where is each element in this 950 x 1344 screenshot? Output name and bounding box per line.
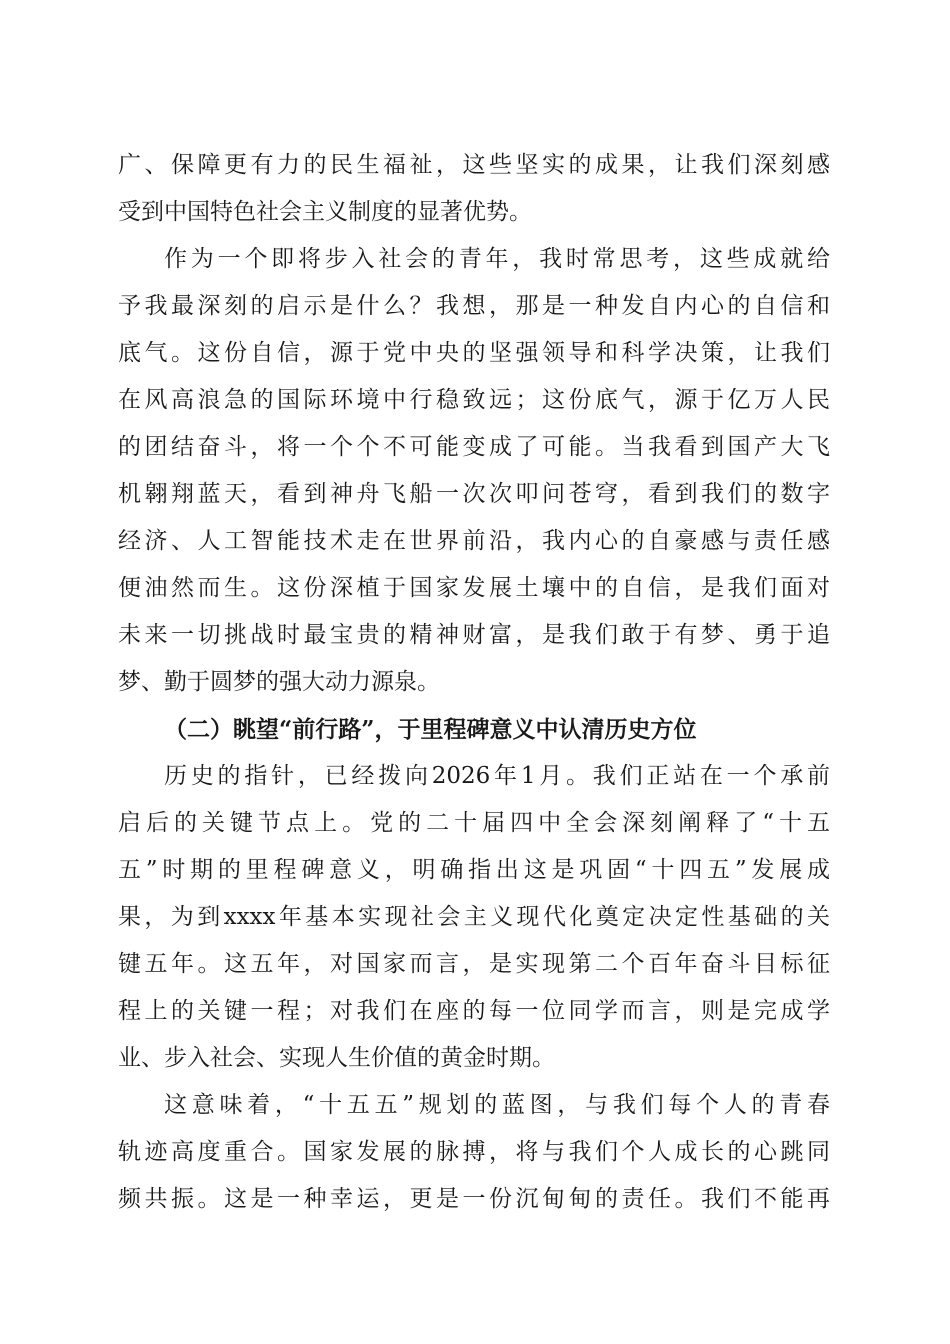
text-line: 频共振。这是一种幸运，更是一份沉甸甸的责任。我们不能再 [118, 1186, 830, 1212]
text-line: 在风高浪急的国际环境中行稳致远；这份底气，源于亿万人民 [118, 387, 830, 413]
text-line: 广、保障更有力的民生福祉，这些坚实的成果，让我们深刻感 [118, 152, 830, 178]
text-line: 经济、人工智能技术走在世界前沿，我内心的自豪感与责任感 [118, 528, 830, 554]
text-line: 历史的指针，已经拨向2026年1月。我们正站在一个承前 [164, 763, 830, 789]
text-line: 受到中国特色社会主义制度的显著优势。 [118, 199, 532, 225]
text-line: 果，为到xxxx年基本实现社会主义现代化奠定决定性基础的关 [118, 904, 830, 930]
text-line: 未来一切挑战时最宝贵的精神财富，是我们敢于有梦、勇于追 [118, 622, 830, 648]
text-line: 键五年。这五年，对国家而言，是实现第二个百年奋斗目标征 [118, 951, 830, 977]
text-line: 业、步入社会、实现人生价值的黄金时期。 [118, 1045, 555, 1071]
text-line: 底气。这份自信，源于党中央的坚强领导和科学决策，让我们 [118, 340, 830, 366]
text-line: 这意味着，“十五五”规划的蓝图，与我们每个人的青春 [164, 1092, 830, 1118]
paragraph-3 [118, 753, 830, 1082]
section-heading-text: （二）眺望“前行路”，于里程碑意义中认清历史方位 [164, 716, 697, 743]
text-line: 予我最深刻的启示是什么？我想，那是一种发自内心的自信和 [118, 293, 830, 319]
text-line: 启后的关键节点上。党的二十届四中全会深刻阐释了“十五 [118, 810, 830, 836]
document-body [118, 142, 830, 1223]
text-line: 梦、勤于圆梦的强大动力源泉。 [118, 669, 440, 695]
text-line: 轨迹高度重合。国家发展的脉搏，将与我们个人成长的心跳同 [118, 1139, 830, 1165]
text-line: 五”时期的里程碑意义，明确指出这是巩固“十四五”发展成 [118, 857, 830, 883]
paragraph-4 [118, 1082, 830, 1223]
text-line: 程上的关键一程；对我们在座的每一位同学而言，则是完成学 [118, 998, 830, 1024]
paragraph-2 [118, 236, 830, 706]
section-heading [118, 706, 830, 753]
paragraph-1 [118, 142, 830, 236]
text-line: 机翱翔蓝天，看到神舟飞船一次次叩问苍穹，看到我们的数字 [118, 481, 830, 507]
text-line: 作为一个即将步入社会的青年，我时常思考，这些成就给 [164, 246, 830, 272]
text-line: 便油然而生。这份深植于国家发展土壤中的自信，是我们面对 [118, 575, 830, 601]
text-line: 的团结奋斗，将一个个不可能变成了可能。当我看到国产大飞 [118, 434, 830, 460]
